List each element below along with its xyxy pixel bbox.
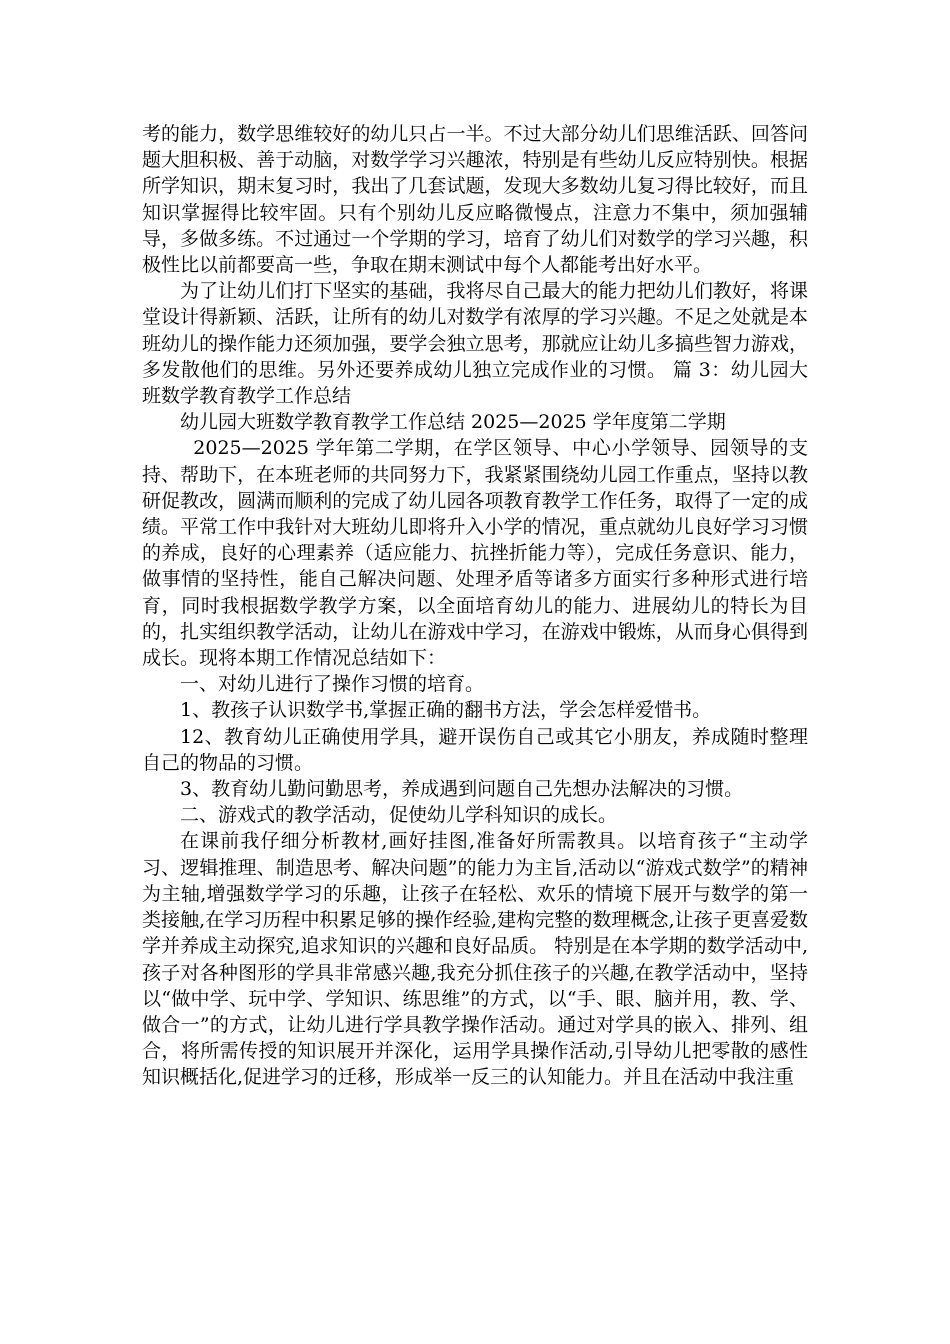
list-item-1: 1、教孩子认识数学书,掌握正确的翻书方法，学会怎样爱惜书。 [180, 699, 712, 722]
point-2-heading: 二、游戏式的教学活动，促使幼儿学科知识的成长。 [180, 804, 618, 827]
section-heading: 幼儿园大班数学教育教学工作总结 2025—2025 学年度第二学期 [180, 411, 726, 434]
point-1-heading: 一、对幼儿进行了操作习惯的培育。 [180, 673, 485, 696]
list-item-2: 12、教育幼儿正确使用学具，避开误伤自己或其它小朋友，养成随时整理自己的物品的习惯。 [142, 725, 808, 774]
paragraph-4: 在课前我仔细分析教材,画好挂图,准备好所需教具。以培育孩子“主动学习、逻辑推理、制造思考、解决问题”的能力为主旨,活动以“游戏式数学”的精神为主轴,增强数学学习的乐趣，让孩子在轻松、欢乐的情境下展开与数学的第一类接触,在学习历程中积累足够的操作经验,建构完整的数理概念,让孩子更喜爱数学并养成主动探究,追求知识的兴趣和良好品质。 特别是在本学期的数学活动中,孩子对各种图形的学具非常感兴趣,我充分抓住孩子的兴趣,在教学活动中，坚持以“做中学、玩中学、学知识、练思维”的方式，以“手、眼、脑并用，教、学、做合一”的方式，让幼儿进行学具教学操作活动。通过对学具的嵌入、排列、组合，将所需传授的知识展开并深化，运用学具操作活动,引导幼儿把零散的感性知识概括化,促进学习的迁移，形成举一反三的认知能力。并且在活动中我注重 [142, 830, 808, 1089]
paragraph-1: 考的能力，数学思维较好的幼儿只占一半。不过大部分幼儿们思维活跃、回答问题大胆积极、善于动脑，对数学学习兴趣浓，特别是有些幼儿反应特别快。根据所学知识，期末复习时，我出了几套试题，发现大多数幼儿复习得比较好，而且知识掌握得比较牢固。只有个别幼儿反应略微慢点，注意力不集中，须加强辅导，多做多练。不过通过一个学期的学习，培育了幼儿们对数学的学习兴趣，积极性比以前都要高一些，争取在期末测试中每个人都能考出好水平。 [142, 123, 808, 277]
paragraph-2: 为了让幼儿们打下坚实的基础，我将尽自己最大的能力把幼儿们教好，将课堂设计得新颖、活跃，让所有的幼儿对数学有浓厚的学习兴趣。不足之处就是本班幼儿的操作能力还须加强，要学会独立思考，那就应让幼儿多搞些智力游戏，多发散他们的思维。另外还要养成幼儿独立完成作业的习惯。 篇 3：幼儿园大班数学教育教学工作总结 [142, 280, 808, 408]
paragraph-3: 2025—2025 学年第二学期，在学区领导、中心小学领导、园领导的支持、帮助下，在本班老师的共同努力下，我紧紧围绕幼儿园工作重点，坚持以教研促教改，圆满而顺利的完成了幼儿园各项教育教学工作任务，取得了一定的成绩。平常工作中我针对大班幼儿即将升入小学的情况，重点就幼儿良好学习习惯的养成，良好的心理素养（适应能力、抗挫折能力等），完成任务意识、能力，做事情的坚持性，能自己解决问题、处理矛盾等诸多方面实行多种形式进行培育，同时我根据数学教学方案，以全面培育幼儿的能力、进展幼儿的特长为目的，扎实组织教学活动，让幼儿在游戏中学习，在游戏中锻炼，从而身心俱得到成长。现将本期工作情况总结如下： [142, 437, 808, 670]
list-item-3: 3、教育幼儿勤问勤思考，养成遇到问题自己先想办法解决的习惯。 [180, 778, 744, 801]
document-page [142, 121, 808, 1091]
